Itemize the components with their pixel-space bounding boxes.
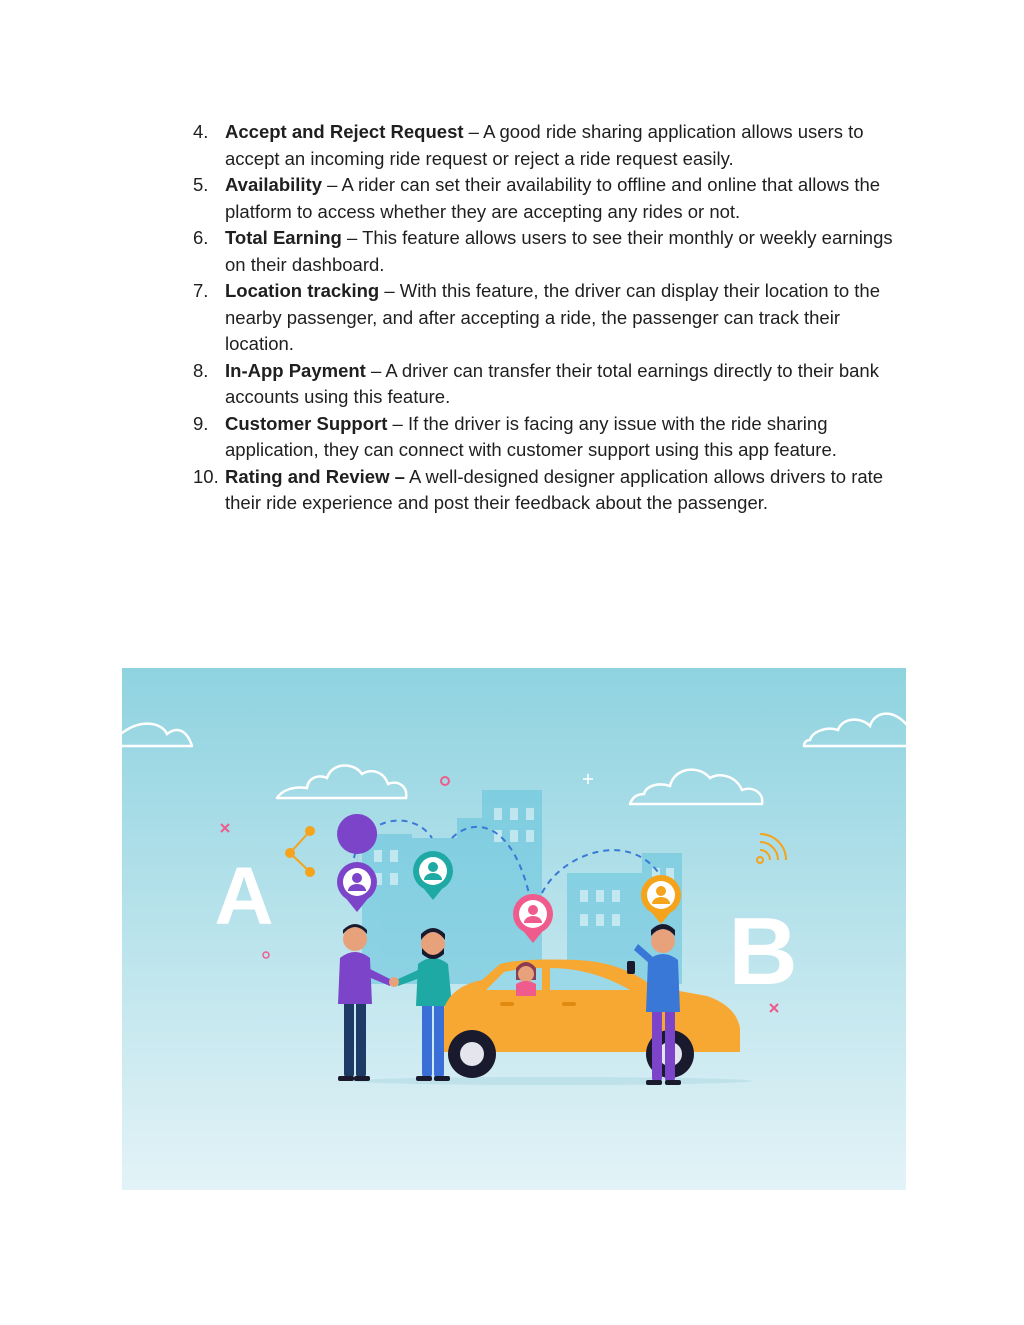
feature-list bbox=[193, 119, 913, 517]
ground-shadow bbox=[352, 1077, 752, 1085]
item-number: 9. bbox=[193, 412, 209, 434]
list-item bbox=[193, 464, 913, 517]
item-number: 10. bbox=[193, 465, 219, 487]
feature-term: In-App Payment bbox=[225, 359, 366, 381]
feature-term: Location tracking bbox=[225, 280, 380, 301]
feature-term: Availability bbox=[225, 174, 322, 195]
item-number: 5. bbox=[193, 174, 209, 195]
item-number: 8. bbox=[193, 359, 209, 381]
item-number: 7. bbox=[193, 280, 209, 301]
list-item bbox=[193, 411, 913, 464]
phone-icon bbox=[627, 961, 635, 974]
feature-term: Rating and Review – bbox=[225, 465, 405, 487]
list-item bbox=[193, 172, 913, 225]
feature-term: Customer Support bbox=[225, 412, 388, 434]
feature-description: – A good ride sharing application allows users to accept an incoming ride request or reject a ride request easily. bbox=[225, 121, 864, 169]
ride-sharing-illustration bbox=[122, 668, 906, 1190]
feature-description: – This feature allows users to see their monthly or weekly earnings on their dashboard. bbox=[225, 227, 893, 275]
list-item bbox=[193, 278, 913, 358]
point-b-label: B bbox=[728, 898, 798, 1005]
list-item bbox=[193, 119, 913, 172]
feature-description: – A driver can transfer their total earnings directly to their bank accounts using this feature. bbox=[225, 359, 879, 407]
feature-description: – A rider can set their availability to offline and online that allows the platform to access whether they are accepting any rides or not. bbox=[225, 174, 881, 222]
point-a-label: A bbox=[214, 851, 274, 942]
item-number: 6. bbox=[193, 227, 209, 248]
list-item bbox=[193, 358, 913, 411]
item-number: 4. bbox=[193, 121, 209, 142]
feature-description: – With this feature, the driver can display their location to the nearby passenger, and after accepting a ride, the passenger can track their location. bbox=[225, 280, 880, 354]
feature-description: – If the driver is facing any issue with the ride sharing application, they can connect with customer support using this app feature. bbox=[225, 412, 837, 460]
illustration-canvas bbox=[122, 668, 906, 1190]
list-item bbox=[193, 225, 913, 278]
feature-description: A well-designed designer application allows drivers to rate their ride experience and post their feedback about the passenger. bbox=[225, 465, 884, 513]
feature-term: Total Earning bbox=[225, 227, 342, 248]
feature-term: Accept and Reject Request bbox=[225, 121, 464, 142]
